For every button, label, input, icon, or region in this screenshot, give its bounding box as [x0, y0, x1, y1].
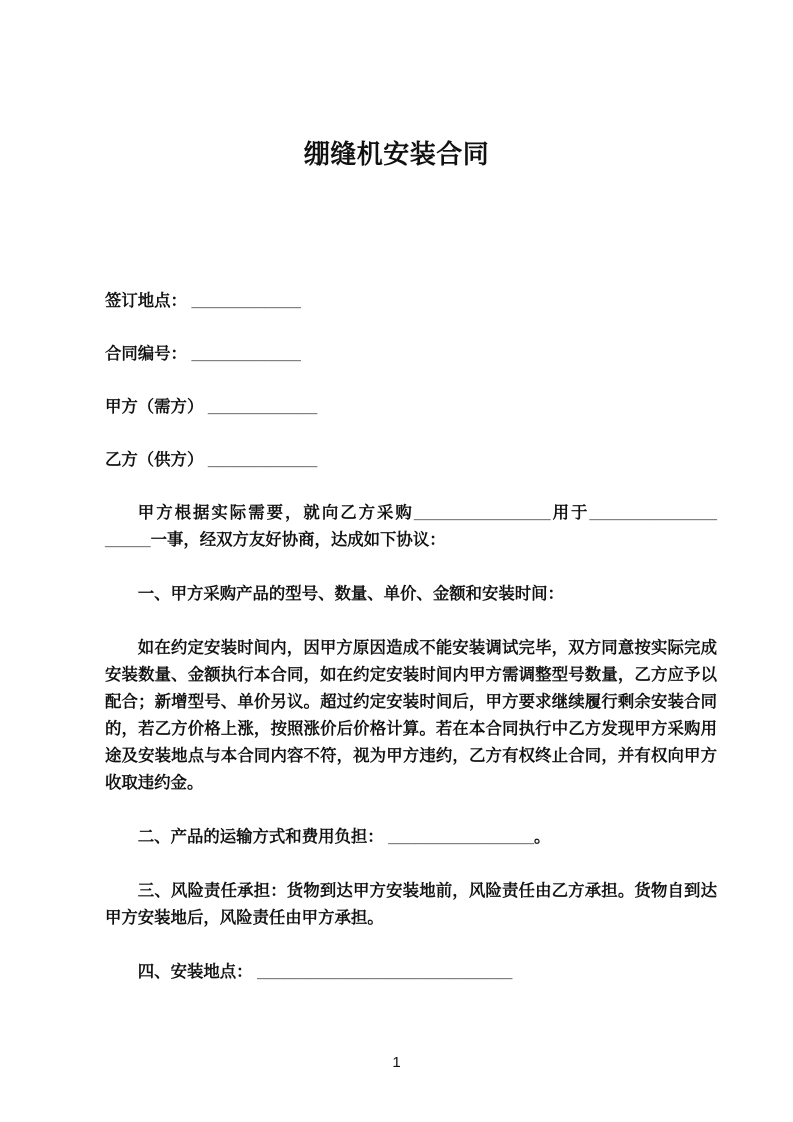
field-party-a: [105, 394, 717, 421]
field-signing-place: [105, 288, 717, 315]
section-4-install-location: 四、安装地点： ____________________________: [137, 963, 513, 981]
intro-paragraph: 甲方根据实际需要，就向乙方采购_______________用于______________ _____一事，经双方友好协商，达成如下协议：: [105, 504, 722, 549]
field-party-b: [105, 447, 717, 474]
header-fields: [105, 288, 717, 474]
field-party-a-label: 甲方（需方）: [105, 398, 204, 416]
field-party-b-label: 乙方（供方）: [105, 451, 204, 469]
document-title: 绷缝机安装合同: [303, 139, 490, 169]
field-contract-number: [105, 341, 717, 368]
section-1-heading: 一、甲方采购产品的型号、数量、单价、金额和安装时间：: [137, 585, 564, 603]
field-signing-place-label: 签订地点：: [105, 292, 187, 310]
section-1-body: 如在约定安装时间内，因甲方原因造成不能安装调试完毕，双方同意按实际完成安装数量、金额执行本合同，如在约定安装时间内甲方需调整型号数量，乙方应予以配合；新增型号、单价另议。超过约定安装时间后，甲方要求继续履行剩余安装合同的，若乙方价格上涨，按照涨价后价格计算。若在本合同执行中乙方发现甲方采购用途及安装地点与本合同内容不符，视为甲方违约，乙方有权终止合同，并有权向甲方收取违约金。: [105, 639, 717, 792]
section-3-risk: 三、风险责任承担：货物到达甲方安装地前，风险责任由乙方承担。货物自到达甲方安装地后，风险责任由甲方承担。: [105, 882, 717, 927]
field-party-b-blank[interactable]: ____________: [203, 451, 318, 469]
section-2-transport: 二、产品的运输方式和费用负担： ________________。: [137, 828, 551, 846]
page-number: 1: [392, 1054, 401, 1071]
field-contract-number-label: 合同编号：: [105, 345, 187, 363]
field-signing-place-blank[interactable]: ____________: [186, 292, 301, 310]
field-contract-number-blank[interactable]: ____________: [186, 345, 301, 363]
field-party-a-blank[interactable]: ____________: [203, 398, 318, 416]
